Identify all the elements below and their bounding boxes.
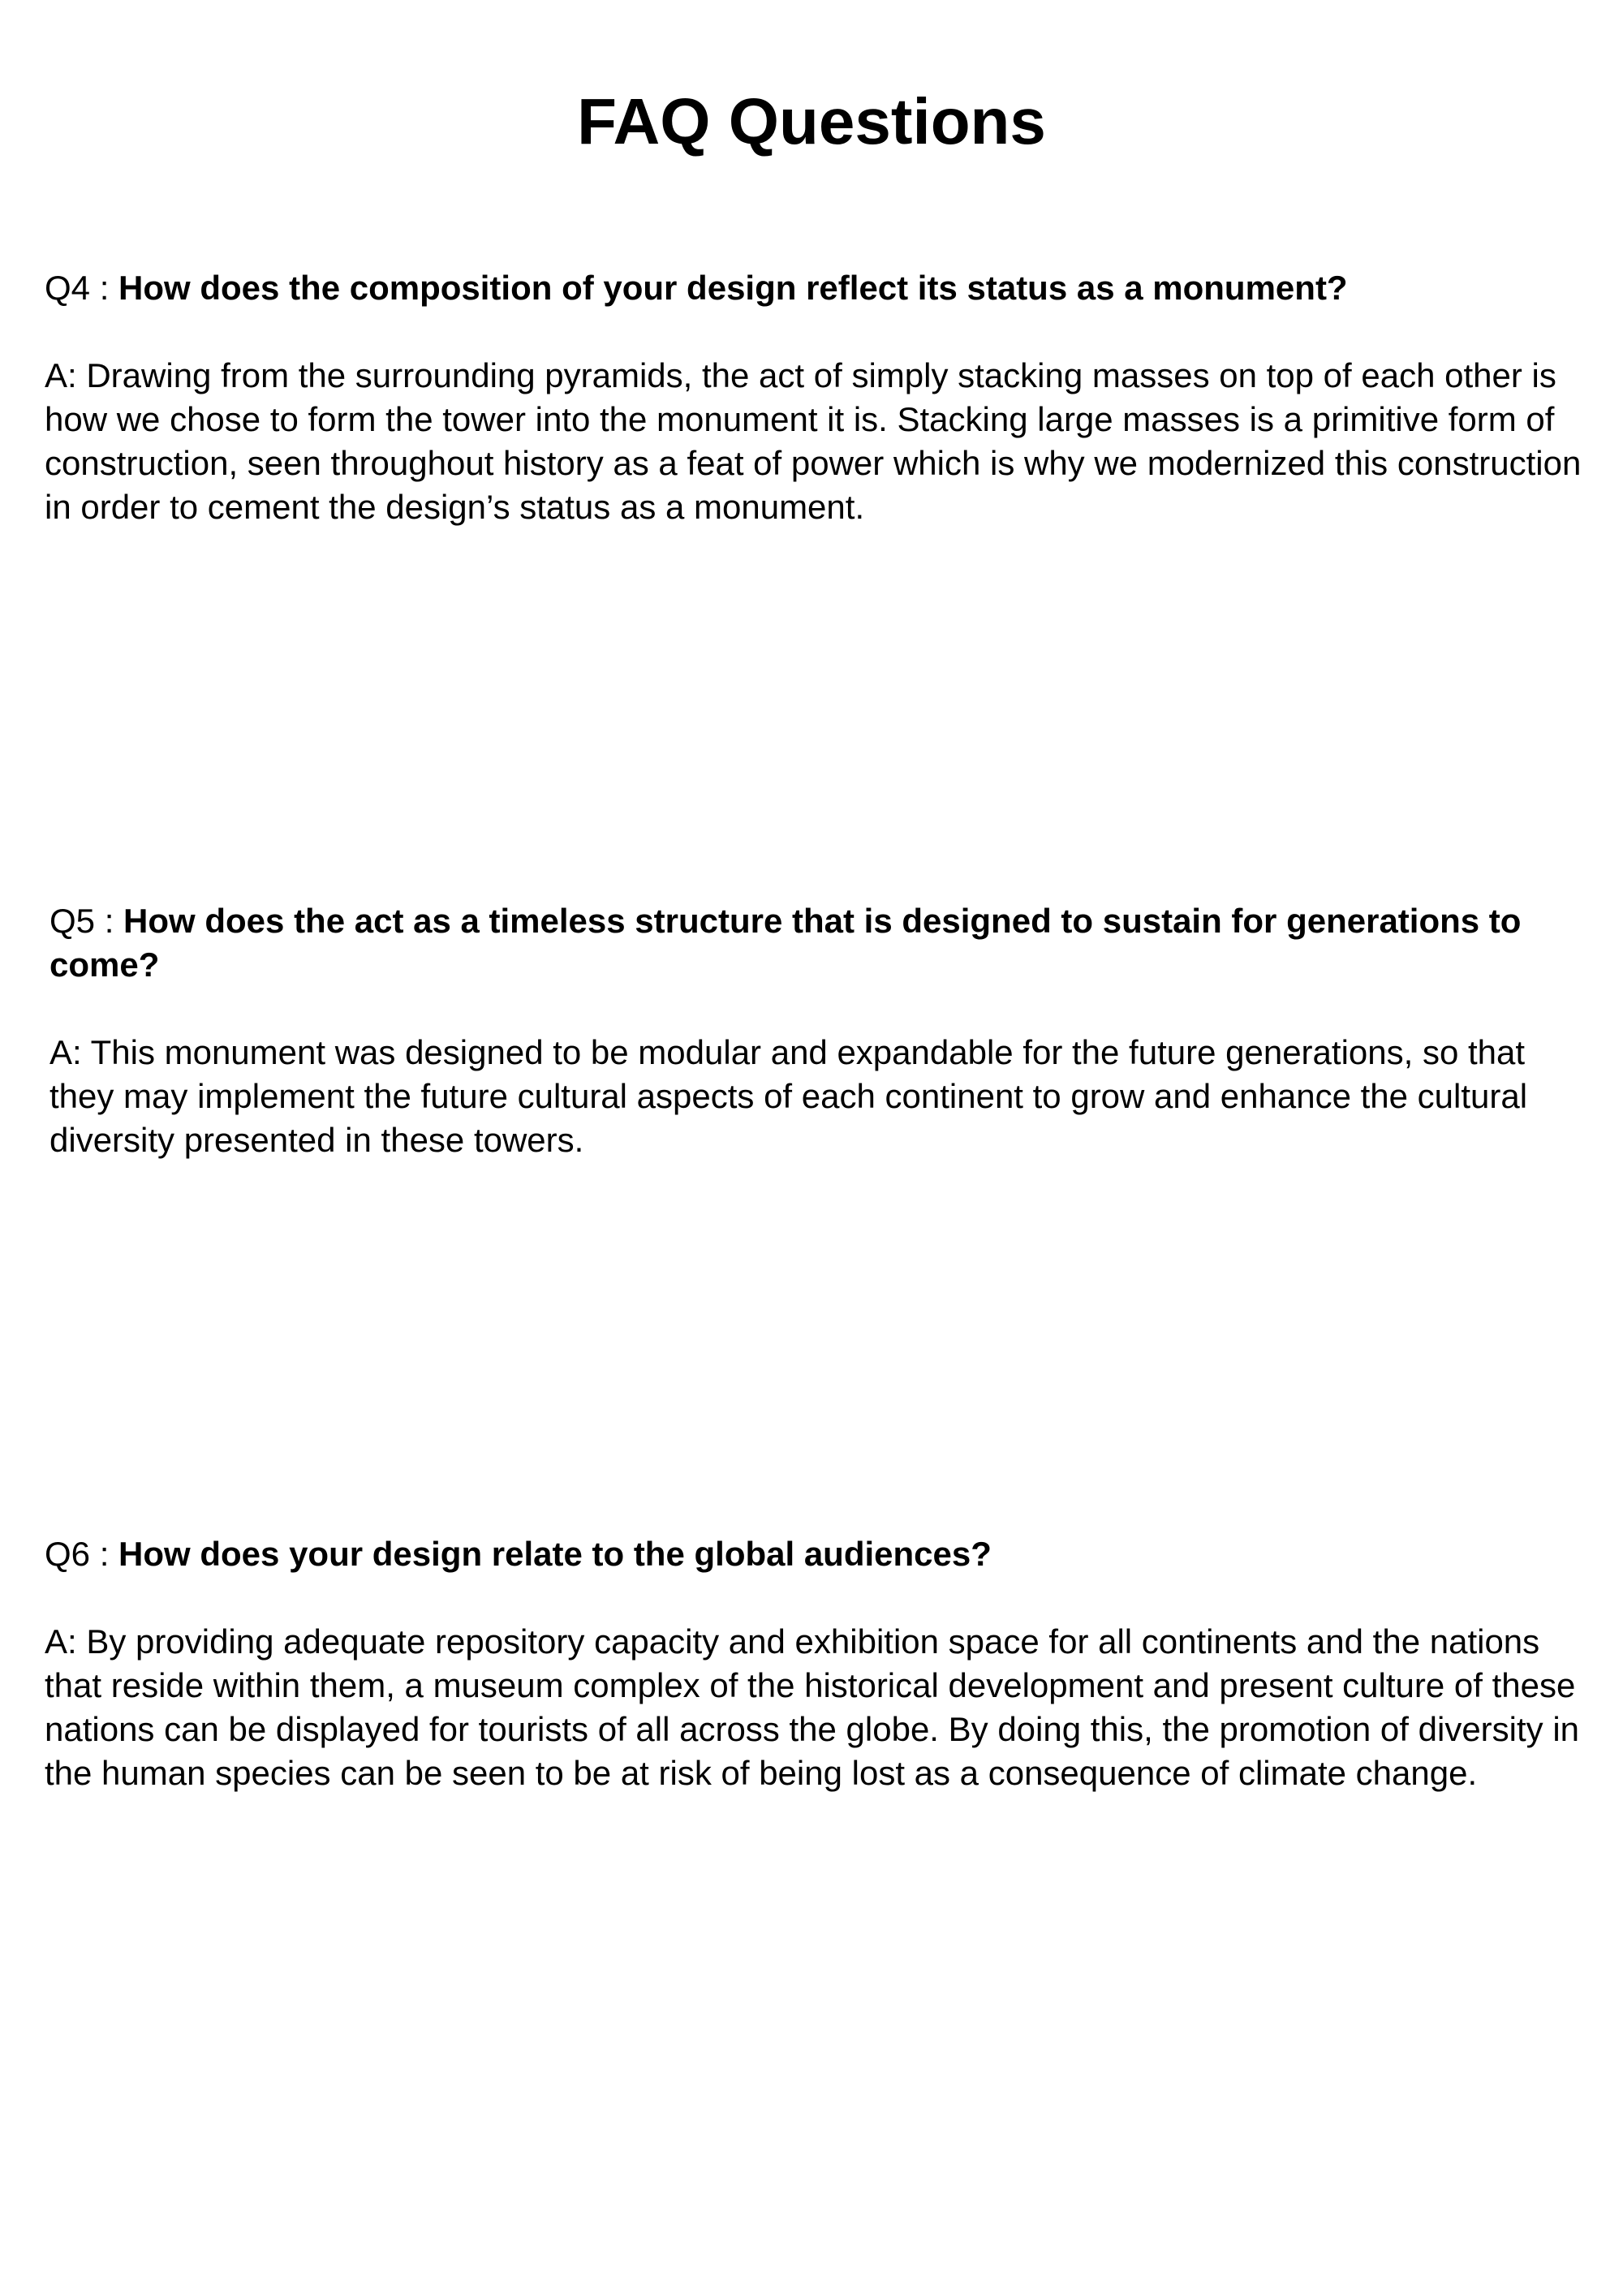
faq-answer: A: By providing adequate repository capacity and exhibition space for all continents and the nations that reside within them, a museum complex of the historical development and present culture of these nations can be displayed for tourists of all across the globe. By doing this, the promotion of diversity in the human species can be seen to be at risk of being lost as a consequence of climate change. — [45, 1622, 1580, 1792]
faq-question — [45, 1532, 1586, 1576]
question-number: Q4 : — [45, 269, 119, 307]
page-title: FAQ Questions — [577, 85, 1046, 157]
faq-item-q5 — [50, 899, 1591, 1162]
question-text: How does the composition of your design reflect its status as a monument? — [118, 269, 1348, 307]
faq-question — [50, 899, 1591, 987]
faq-item-q4 — [45, 266, 1586, 529]
faq-answer: A: Drawing from the surrounding pyramids, the act of simply stacking masses on top of each other is how we chose to form the tower into the monument it is. Stacking large masses is a primitive form of construction, seen throughout history as a feat of power which is why we modernized this construction in order to cement the design’s status as a monument. — [45, 356, 1582, 526]
question-number: Q6 : — [45, 1535, 119, 1573]
faq-question — [45, 266, 1586, 310]
question-number: Q5 : — [50, 902, 124, 940]
faq-answer: A: This monument was designed to be modular and expandable for the future generations, so that they may implement the future cultural aspects of each continent to grow and enhance the cultural diversity presented in these towers. — [50, 1033, 1528, 1159]
question-text: How does your design relate to the global audiences? — [118, 1535, 992, 1573]
question-text: How does the act as a timeless structure that is designed to sustain for generations to come? — [50, 902, 1522, 984]
faq-item-q6 — [45, 1532, 1586, 1795]
